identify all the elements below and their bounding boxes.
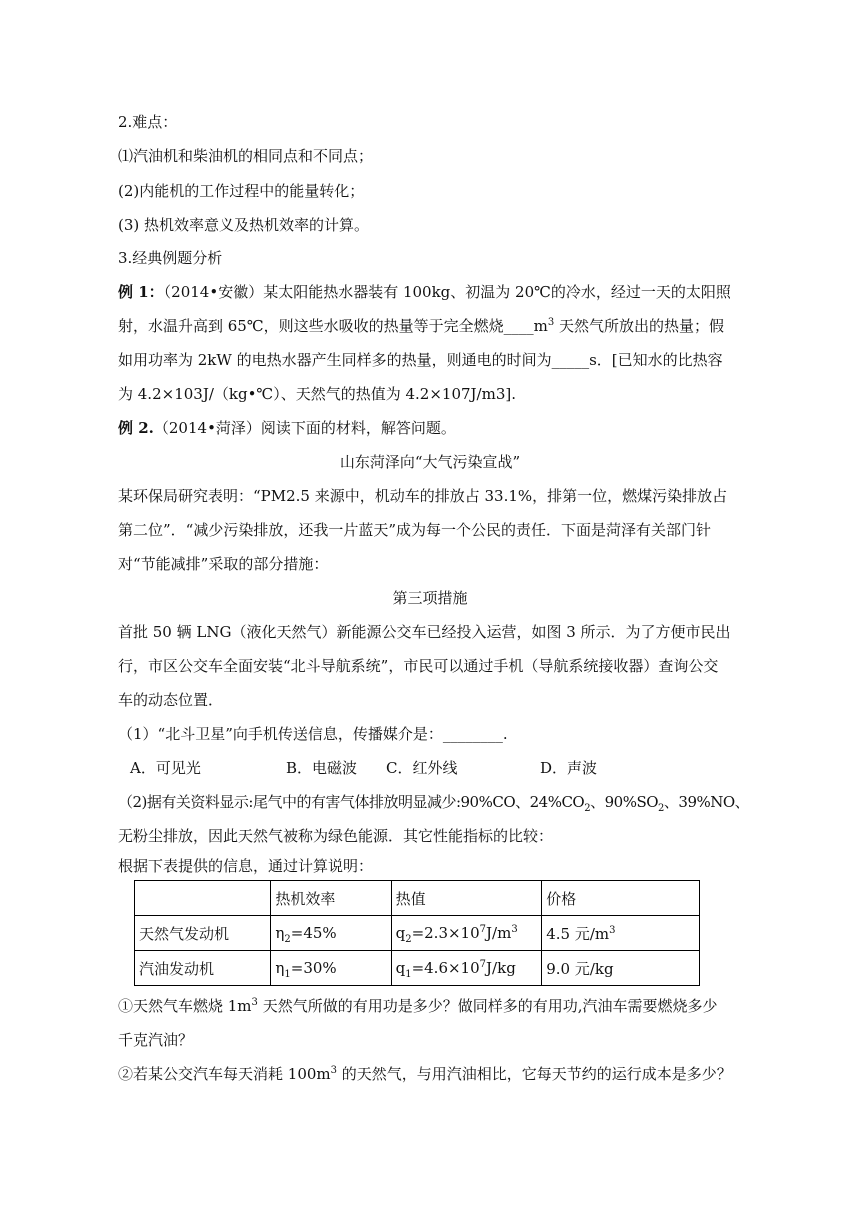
example1-line4: 为 4.2×103J/（kg•℃）、天然气的热值为 4.2×107J/m3].	[118, 385, 516, 403]
table-cell: 天然气发动机	[135, 916, 271, 951]
subquestion-1: ①天然气车燃烧 $1m^3$ 天然气所做的有用功是多少？做同样多的有用功,汽油车需要燃烧多少	[118, 997, 718, 1015]
text-line: (2)内能机的工作过程中的能量转化；	[118, 182, 365, 200]
example2-label: 例 2.	[118, 419, 154, 437]
example1-line1: 例 1：（2014•安徽）某太阳能热水器装有 100kg、初温为 20℃的冷水，经过一天的太阳照	[118, 283, 731, 301]
material-line: 首批 50 辆 LNG（液化天然气）新能源公交车已经投入运营，如图 3 所示．为了方便市民出	[118, 623, 731, 641]
table-cell: $q_1=4.6\times 10^7J/kg$	[391, 951, 542, 986]
table-header-row	[135, 881, 700, 916]
material-line: 某环保局研究表明：“PM2.5 来源中，机动车的排放占 33.1%，排第一位，燃煤污染排放占	[118, 487, 728, 505]
table-cell: 热机效率	[271, 881, 391, 916]
table-cell	[135, 881, 271, 916]
text-line: 3.经典例题分析	[118, 249, 223, 267]
question1: （1）“北斗卫星”向手机传送信息，传播媒介是：________.	[118, 725, 508, 743]
table-cell: $\eta_2=45\%$	[271, 916, 391, 951]
table-row	[135, 916, 700, 951]
table-cell: 9.0 元/kg	[542, 951, 700, 986]
material-line: 第二位”．“减少污染排放，还我一片蓝天”成为每一个公民的责任．下面是菏泽有关部门针	[118, 521, 712, 539]
material-line: 对“节能减排”采取的部分措施：	[118, 555, 329, 573]
example1-line3: 如用功率为 2kW 的电热水器产生同样多的热量，则通电的时间为_____s．[已知水的比热容	[118, 351, 723, 369]
subquestion-1-line2: 千克汽油？	[118, 1031, 194, 1049]
table-cell: 价格	[542, 881, 700, 916]
text-line: (3) 热机效率意义及热机效率的计算。	[118, 216, 370, 234]
table-cell: $q_2=2.3\times 10^7J/m^3$	[391, 916, 542, 951]
question2-line3: 根据下表提供的信息，通过计算说明：	[118, 857, 374, 875]
material-line: 车的动态位置．	[118, 691, 224, 709]
example1-line2: 射，水温升高到 65℃，则这些水吸收的热量等于完全燃烧$\_\_\_\_m^3$ 天然气所放出的热量；假	[118, 317, 725, 335]
option-a: A．可见光	[130, 759, 201, 777]
table-cell: 热值	[391, 881, 542, 916]
text-line: ⑴汽油机和柴油机的相同点和不同点；	[118, 147, 374, 165]
measure-title: 第三项措施	[392, 589, 468, 607]
question2-line2: 无粉尘排放，因此天然气被称为绿色能源．其它性能指标的比较：	[118, 827, 554, 845]
question2: （2)据有关资料显示:尾气中的有害气体排放明显减少:90%CO、$24\%CO_2$、$90\%SO_2$、39%NO、	[118, 793, 750, 814]
option-b: B．电磁波	[286, 759, 358, 777]
subquestion-2: ②若某公交汽车每天消耗 $100m^3$ 的天然气，与用汽油相比，它每天节约的运行成本是多少？	[118, 1065, 732, 1083]
option-c: C．红外线	[386, 759, 458, 777]
example1-label: 例 1：	[118, 283, 164, 301]
table-row	[135, 951, 700, 986]
table-cell: 汽油发动机	[135, 951, 271, 986]
example2-line1: 例 2.（2014•菏泽）阅读下面的材料，解答问题。	[118, 419, 456, 437]
table-cell: 4.5 元$/m^3$	[542, 916, 700, 951]
comparison-table	[134, 880, 700, 986]
material-title: 山东菏泽向“大气污染宣战”	[339, 453, 521, 471]
material-line: 行，市区公交车全面安装“北斗导航系统”，市民可以通过手机（导航系统接收器）查询公交	[118, 657, 719, 675]
option-d: D．声波	[540, 759, 598, 777]
text-line: 2.难点：	[118, 113, 178, 131]
table-cell: $\eta_1=30\%$	[271, 951, 391, 986]
